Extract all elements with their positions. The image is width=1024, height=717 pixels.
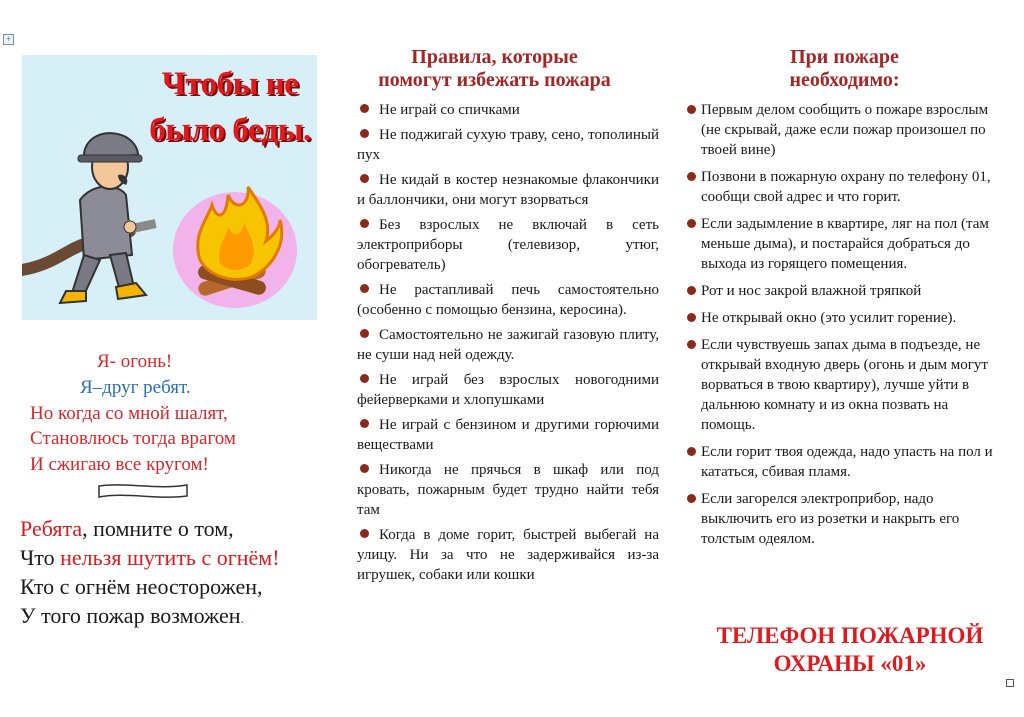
actions-title-line-2: необходимо:	[789, 69, 900, 91]
action-text: Если загорелся электроприбор, надо выключить его из розетки и накрыть его толстым одеялом.	[701, 491, 960, 547]
rule-item	[357, 415, 659, 455]
phone-line-2: ОХРАНЫ «01»	[773, 651, 927, 676]
cta-kids: Ребята	[20, 516, 83, 541]
cta-line-3: Кто с огнём неосторожен,	[20, 574, 263, 599]
actions-title	[697, 46, 992, 92]
rule-item	[357, 215, 659, 275]
poem-line-5: И сжигаю все кругом!	[30, 454, 209, 475]
rule-item	[357, 170, 659, 210]
bullet-icon	[360, 284, 369, 293]
rule-text: Не поджигай сухую траву, сено, тополиный пух	[357, 127, 659, 163]
action-item	[687, 100, 997, 160]
action-text: Первым делом сообщить о пожаре взрослым (не скрывай, даже если пожар произошел по твоей вине)	[701, 102, 989, 158]
poem-line-4: Становлюсь тогда врагом	[30, 428, 236, 449]
scroll-banner-icon	[97, 482, 189, 500]
bullet-icon	[360, 374, 369, 383]
rule-text: Никогда не прячься в шкаф или под кровать, пожарным будет трудно найти тебя там	[357, 462, 659, 518]
rule-item	[357, 460, 659, 520]
rule-text: Когда в доме горит, быстрей выбегай на улицу. Ни за что не задерживайся из-за игрушек, собаки или кошки	[357, 527, 659, 583]
action-item	[687, 281, 997, 301]
rule-item	[357, 280, 659, 320]
bullet-icon	[360, 464, 369, 473]
bullet-icon	[687, 340, 696, 349]
rule-item	[357, 370, 659, 410]
rule-text: Не кидай в костер незнакомые флакончики и баллончики, они могут взорваться	[357, 172, 659, 208]
rule-item	[357, 100, 659, 120]
action-text: Позвони в пожарную охрану по телефону 01, сообщи свой адрес и что горит.	[701, 169, 991, 205]
bullet-icon	[687, 494, 696, 503]
bullet-icon	[687, 219, 696, 228]
bullet-icon	[687, 286, 696, 295]
phone-line-1: ТЕЛЕФОН ПОЖАРНОЙ	[716, 623, 984, 648]
rules-title	[347, 46, 642, 92]
rule-text: Без взрослых не включай в сеть электроприборы (телевизор, утюг, обогреватель)	[357, 217, 659, 273]
fire-phone-number	[690, 622, 1010, 678]
action-item	[687, 489, 997, 549]
rules-title-line-2: помогут избежать пожара	[378, 69, 611, 91]
bullet-icon	[687, 313, 696, 322]
resize-handle-icon[interactable]	[1006, 679, 1014, 687]
action-text: Не открывай окно (это усилит горение).	[701, 310, 957, 326]
bullet-icon	[360, 174, 369, 183]
table-move-handle-icon[interactable]: +	[3, 34, 14, 45]
rule-text: Не растапливай печь самостоятельно (особенно с помощью бензина, керосина).	[357, 282, 659, 318]
action-item	[687, 442, 997, 482]
action-item	[687, 335, 997, 435]
bullet-icon	[687, 105, 696, 114]
picture-title-line-1: Чтобы не	[161, 66, 299, 102]
cta-warning: нельзя шутить с огнём!	[60, 545, 280, 570]
bullet-icon	[360, 129, 369, 138]
poem-line-1: Я- огонь!	[97, 351, 173, 372]
rules-title-line-1: Правила, которые	[411, 46, 578, 68]
bullet-icon	[360, 529, 369, 538]
bullet-icon	[360, 329, 369, 338]
action-text: Если чувствуешь запах дыма в подъезде, не открывай входную дверь (огонь и дым могут ворваться в твою квартиру), лучше уйти в дальнюю комнату и из окна позвать на помощь.	[701, 337, 988, 433]
rules-list	[357, 100, 659, 590]
action-text: Если задымление в квартире, ляг на пол (там меньше дыма), и постарайся добраться до выхода из горящего помещения.	[701, 216, 989, 272]
cta-line-1-rest: , помните о том,	[82, 516, 234, 541]
rule-text: Не играй с бензином и другими горючими веществами	[357, 417, 659, 453]
cta-line-2-start: Что	[20, 545, 61, 570]
action-item	[687, 308, 997, 328]
cta-line-4-end: .	[240, 612, 245, 627]
rule-item	[357, 125, 659, 165]
picture-title-line-2: было беды.	[149, 111, 311, 148]
action-item	[687, 214, 997, 274]
bullet-icon	[687, 172, 696, 181]
rule-text: Не играй без взрослых новогодними фейерверками и хлопушками	[357, 372, 659, 408]
cta-line-4: У того пожар возможен	[20, 603, 241, 628]
poem-line-2: Я–друг ребят.	[80, 377, 191, 398]
actions-list	[687, 100, 997, 556]
rule-text: Самостоятельно не зажигай газовую плиту, не суши над ней одежду.	[357, 327, 659, 363]
action-text: Рот и нос закрой влажной тряпкой	[701, 283, 922, 299]
rule-item	[357, 325, 659, 365]
actions-title-line-1: При пожаре	[790, 46, 899, 68]
picture-title	[140, 62, 320, 153]
call-to-action	[20, 514, 280, 634]
bullet-icon	[687, 447, 696, 456]
bullet-icon	[360, 219, 369, 228]
bullet-icon	[360, 104, 369, 113]
action-item	[687, 167, 997, 207]
poem-line-3: Но когда со мной шалят,	[30, 403, 228, 424]
rule-text: Не играй со спичками	[379, 102, 520, 118]
bullet-icon	[360, 419, 369, 428]
rule-item	[357, 525, 659, 585]
action-text: Если горит твоя одежда, надо упасть на пол и кататься, сбивая пламя.	[701, 444, 993, 480]
